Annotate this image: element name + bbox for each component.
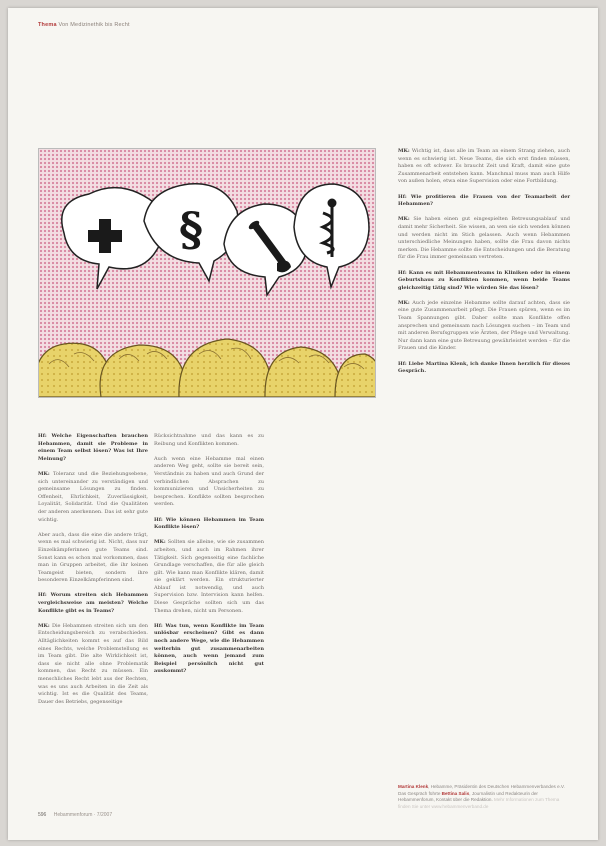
speaker-label: Hf:: [154, 516, 163, 523]
bio-name: Martina Klenk: [398, 784, 429, 789]
speaker-label: MK:: [154, 539, 166, 546]
page-number: 596: [38, 812, 47, 818]
speaker-label: Hf:: [398, 269, 407, 276]
speaker-label: Hf:: [398, 193, 407, 200]
interview-paragraph: [398, 300, 570, 353]
speaker-label: Hf:: [398, 360, 407, 367]
question-text: Wie profitieren die Frauen von der Teamarbeit der Hebammen?: [398, 193, 571, 208]
speaker-label: MK:: [38, 470, 50, 477]
question-text: Was tun, wenn Konflikte im Team unlösbar erscheinen? Gibt es dann noch andere Wege, wie die Hebammen weiterhin gut zusammenarbeiten können, auch wenn jemand zum Beispiel persönlich nicht gut auskommt?: [154, 622, 264, 675]
paragraph-sign-icon: §: [178, 202, 204, 256]
magazine-page: [8, 8, 598, 840]
interview-paragraph: [38, 532, 148, 585]
speaker-label: Hf:: [154, 622, 163, 629]
answer-text: Auch wenn eine Hebamme mal einen anderen Weg geht, sollte sie bereit sein, Verständnis zu haben und auch Grund der verbindlichen Absprachen zu kommunizieren und Unsicherheiten zu besprechen. Konflikte sollten besprochen werden.: [154, 455, 264, 508]
interview-paragraph: [398, 216, 570, 262]
answer-text: Wichtig ist, dass alle im Team an einem Strang ziehen, auch wenn es schwierig ist. Neue Teams, die sich erst finden müssen, haben es oft schwer. Es braucht Zeit und Kraft, damit eine gute Zusammenarbeit entstehen kann. Manchmal muss man auch Hilfe von außen holen, etwa eine Supervision oder eine Fortbildung.: [398, 148, 570, 185]
question-text: Kann es mit Hebammenteams in Kliniken oder in einem Geburtshaus zu Konflikten kommen, wenn beide Teams gleichzeitig tätig sind? Wie würden Sie das lösen?: [398, 269, 570, 291]
answer-text: Sie haben einen gut eingespielten Betreuungsablauf und damit mehr Sicherheit. Sie wissen, an wen sie sich wenden können und werden nicht im Stich gelassen. Auch wenn Hebammen unterschiedliche Meinungen haben, sollte die Frau davon nichts merken. Die Hebamme sollte die Entscheidungen und die Beratung für die Frau immer gemeinsam vertreten.: [398, 216, 570, 261]
interview-paragraph: [154, 623, 264, 676]
interview-paragraph: [398, 270, 570, 293]
interview-paragraph: [38, 623, 148, 707]
interview-paragraph: [154, 539, 264, 615]
bio-text: Hebamme, Präsidentin des Deutschen Hebammenverbandes e.V. Das Gespräch führte: [398, 784, 565, 796]
page-footer: [38, 812, 112, 818]
interview-paragraph: [154, 433, 264, 448]
bio-note: Mehr Informationen zum Thema finden Sie unter www.hebammenverband.de: [398, 797, 560, 809]
bio-interviewer: Bettina Salis: [441, 790, 470, 796]
footer-publication: Hebammenforum · 7/2007: [53, 812, 113, 818]
interview-paragraph: [398, 361, 570, 376]
speaker-label: Hf:: [38, 592, 47, 599]
answer-text: Auch jede einzelne Hebamme sollte darauf achten, dass sie eine gute Zusammenarbeit pflegt. Die Frauen spüren, wenn es im Team Spannungen gibt. Daher sollte man Konflikte offen ansprechen und gemeinsam nach Lösungen suchen – im Team und mit anderen Berufsgruppen wie Ärzten, der Pflege und Verwaltung. Nur dann kann eine gute Betreuung gewährleistet werden – für die Frauen und die Kinder.: [398, 299, 570, 352]
text-column-right: [398, 148, 570, 383]
question-text: Worum streiten sich Hebammen vergleichsweise am meisten? Welche Konflikte gibt es in Teams?: [38, 592, 148, 614]
comic-illustration: [38, 148, 376, 398]
question-text: Wie können Hebammen im Team Konflikte lösen?: [154, 516, 264, 531]
bio-text-2: Journalistin und Redakteurin der Hebammenforum, Kontakt über die Redaktion.: [398, 790, 538, 803]
speaker-label: MK:: [398, 216, 410, 223]
speaker-label: MK:: [398, 299, 410, 306]
answer-text: Rücksichtnahme und das kann es zu Reibung und Konflikten kommen.: [154, 433, 264, 447]
speaker-label: Hf:: [38, 433, 47, 439]
section-label: Thema: [38, 22, 57, 28]
question-text: Welche Eigenschaften brauchen Hebammen, damit sie Probleme in einem Team selbst lösen? Was ist Ihre Meinung?: [38, 433, 148, 462]
question-text: Liebe Martina Klenk, ich danke Ihnen herzlich für dieses Gespräch.: [398, 360, 570, 375]
interview-paragraph: [38, 433, 148, 463]
interview-paragraph: [154, 517, 264, 532]
text-column-left: [38, 433, 148, 714]
speaker-label: MK:: [398, 148, 410, 154]
interview-paragraph: [38, 471, 148, 524]
text-column-middle: [154, 433, 264, 684]
answer-text: Aber auch, dass die eine die andere trägt, wenn es mal schwierig ist. Nicht, dass nur Einzelkämpferinnen gute Teams sind. Sonst kann es schon mal vorkommen, dass man in Gruppen arbeitet, die ihr keinen Teamgeist bieten, sondern ihre besonderen Einzelkämpferinnen sind.: [38, 531, 148, 584]
interview-paragraph: [398, 148, 570, 186]
interview-paragraph: [398, 194, 570, 209]
section-subtitle: Von Medizinethik bis Recht: [58, 22, 130, 28]
author-bio: Martina Klenk, Hebamme, Präsidentin des Deutschen Hebammenverbandes e.V. Das Gespräch führte Bettina Salis, Journalistin und Redakteurin der Hebammenforum, Kontakt über die Redaktion. Mehr Informationen zum Thema finden Sie unter www.hebammenverband.de: [398, 784, 565, 809]
interview-paragraph: [38, 592, 148, 615]
answer-text: Toleranz und die Beziehungsebene, sich untereinander zu verständigen und gemeinsame Lösungen zu finden. Offenheit, Ehrlichkeit, Zuverlässigkeit, Loyalität, Solidarität. Und die Qualitäten der anderen anerkennen. Das ist sehr gute wichtig.: [38, 470, 148, 523]
answer-text: Sollten sie alleine, wie sie zusammen arbeiten, und auch im Rahmen ihrer Tätigkeit. Sich gegenseitig eine fachliche Grundlage verschaffen, die für alle gleich gilt. Wie kann man Konflikte klären, damit sie geklärt werden. Ein strukturierter Ablauf ist notwendig, und auch Supervision bzw. Intervision kann helfen. Diese Gespräche sollten sich um das Thema drehen, nicht um Personen.: [154, 539, 264, 614]
running-header: [38, 22, 130, 28]
answer-text: Die Hebammen streiten sich um den Entscheidungsbereich zu verabschieden. Alltäglichkeiten kommt es auf das Bild eines Rechts, welche Problemstellung es im Team gibt. Die alte Wirklichkeit ist, dass sie nicht alle ohne Problematik kommen, das Recht zu müssen. Ein menschliches Recht lebt aus der Rechten, was es uns auch Arbeiten in die Zeit als wichtig. Ist es die Qualität des Teams, Dauer des Betriebs, gegenseitige: [38, 622, 148, 705]
speaker-label: MK:: [38, 622, 50, 629]
interview-paragraph: [154, 456, 264, 509]
